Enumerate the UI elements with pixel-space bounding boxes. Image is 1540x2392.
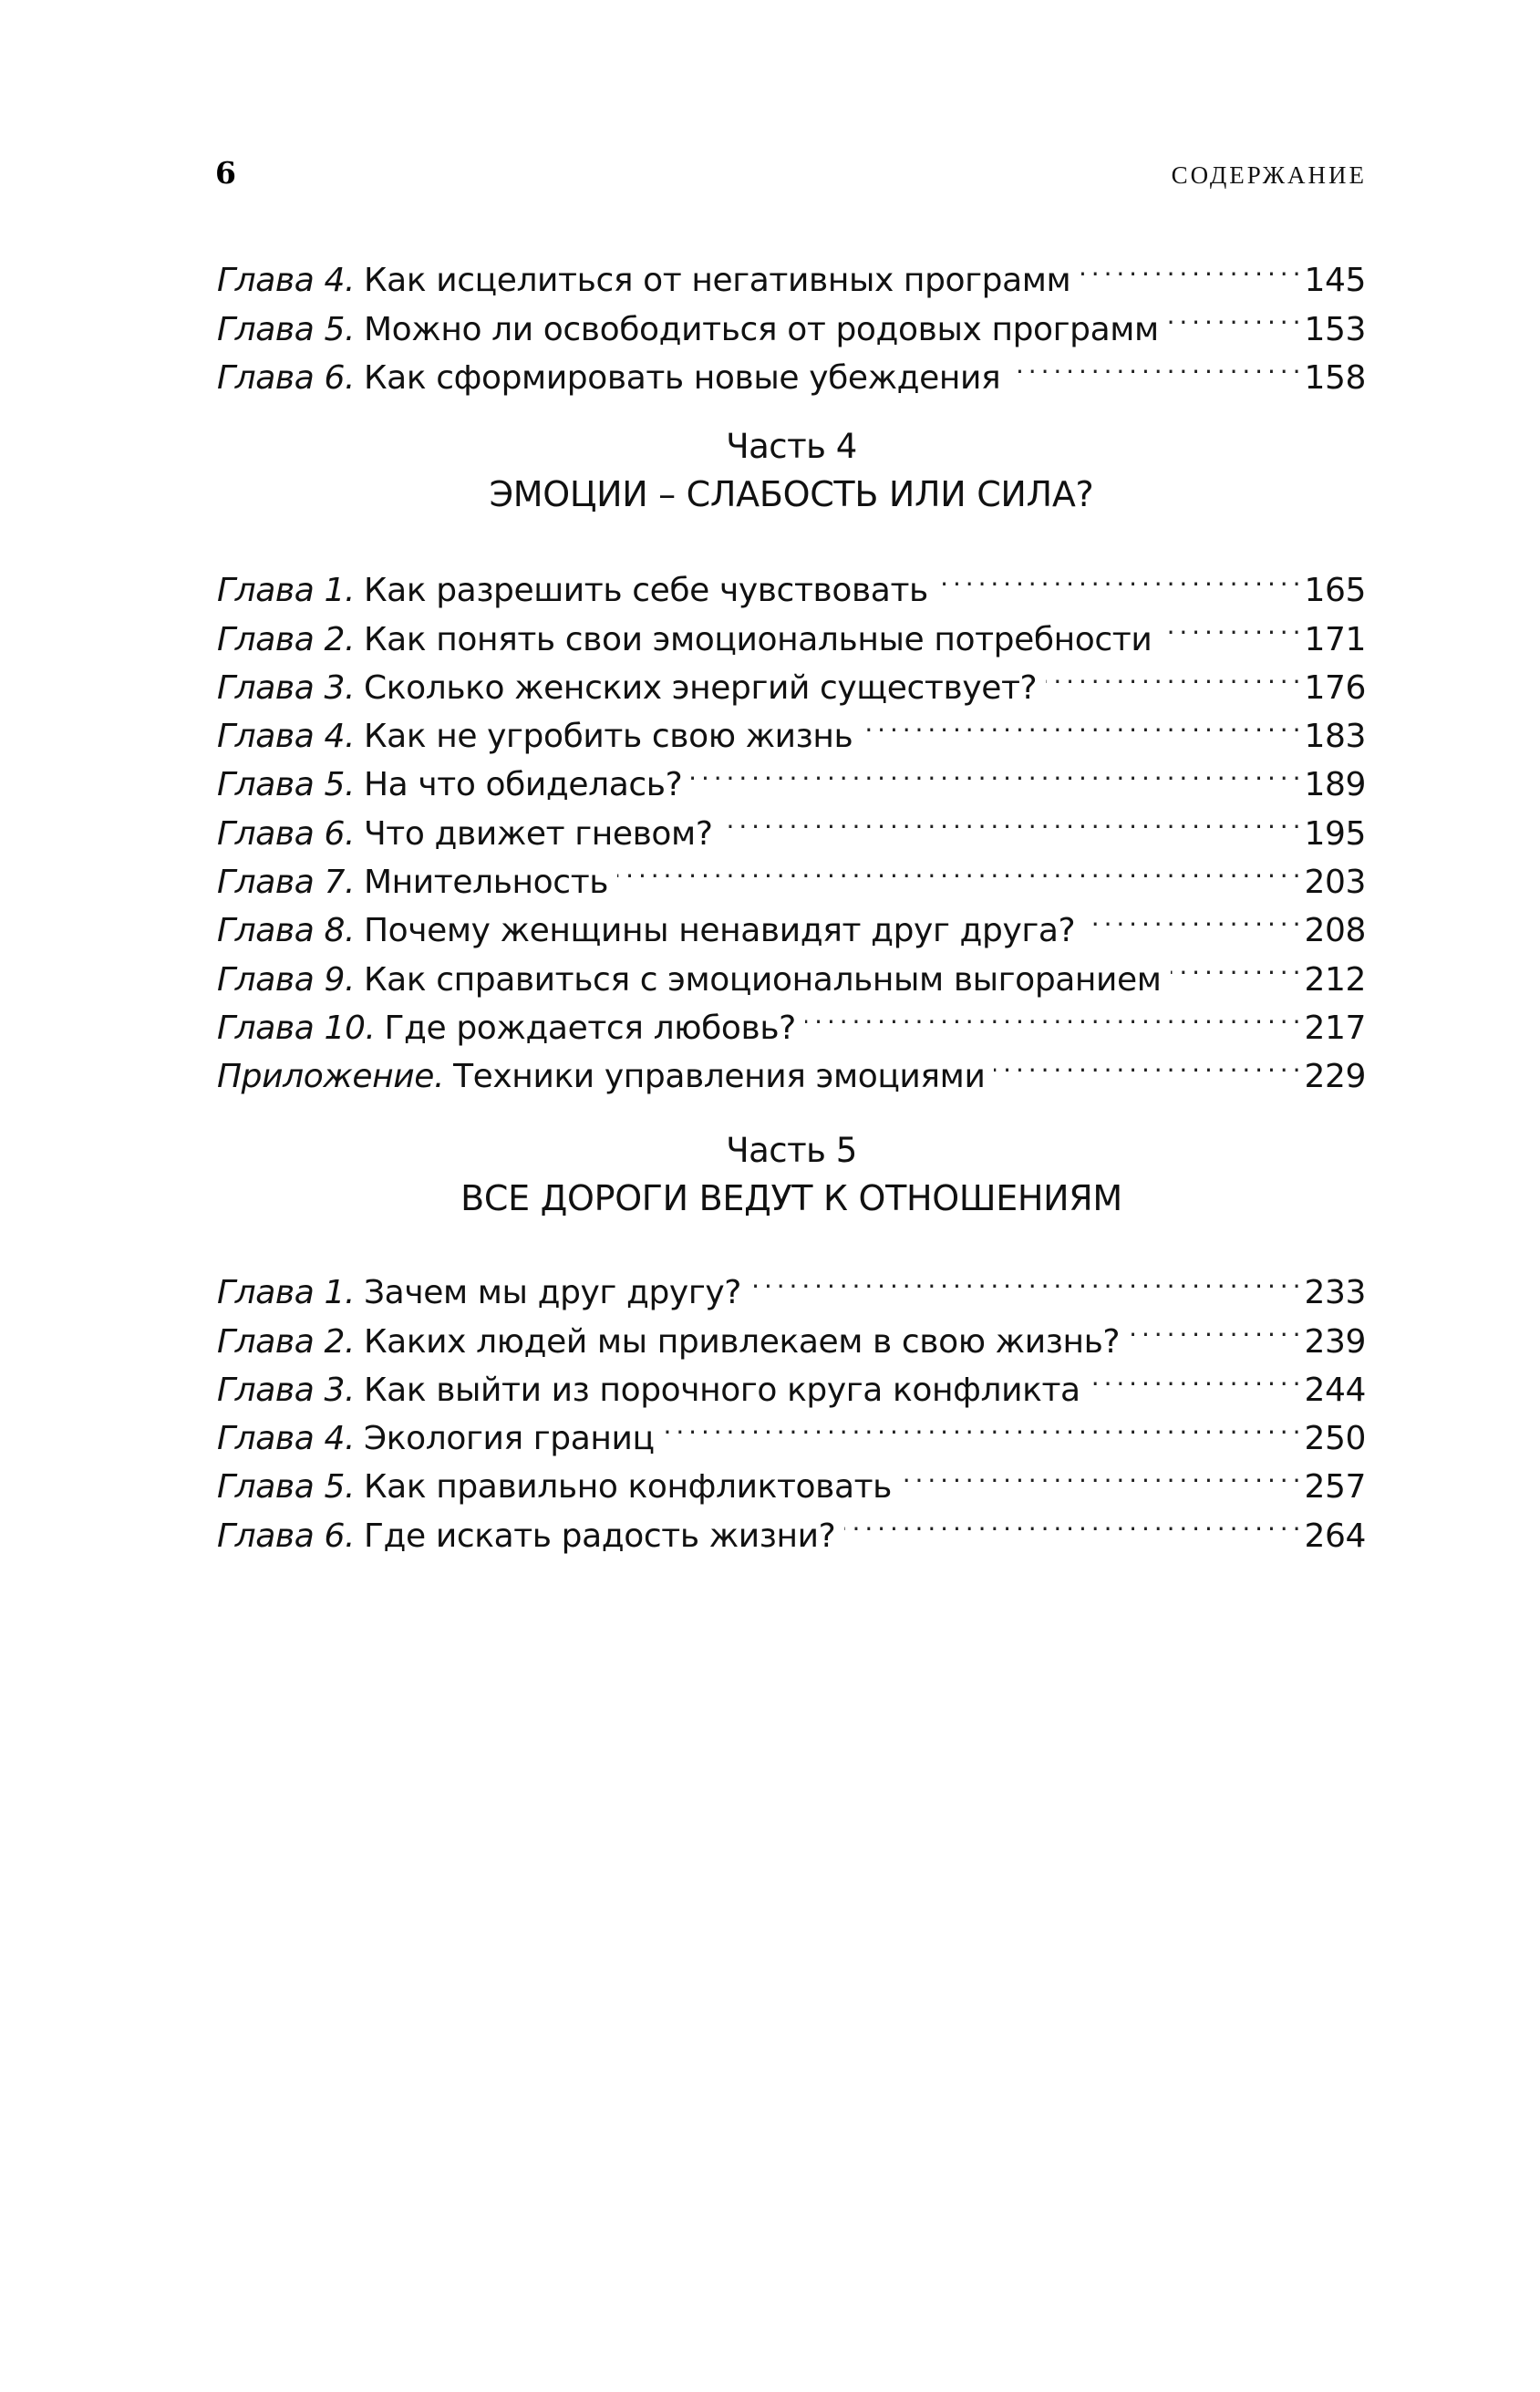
- entry-page: 183: [1304, 718, 1366, 756]
- part-4-heading: [217, 423, 1366, 518]
- entry-title: Как справиться с эмоциональным выгоранием: [364, 960, 1162, 999]
- dot-leader: [805, 990, 1299, 1039]
- toc-entry[interactable]: [217, 243, 1366, 300]
- toc-continued-list: [217, 243, 1366, 397]
- section-title: СОДЕРЖАНИЕ: [1171, 161, 1367, 189]
- dot-leader: [1090, 1352, 1299, 1401]
- page-number: 6: [215, 155, 236, 191]
- entry-title: Как понять свои эмоциональные потребности: [364, 620, 1152, 658]
- entry-page: 195: [1304, 814, 1366, 853]
- dot-leader: [901, 1449, 1298, 1497]
- dot-leader: [994, 1039, 1298, 1087]
- entry-title: Как сформировать новые убеждения: [364, 358, 1001, 397]
- entry-title: Сколько женских энергий существует?: [364, 668, 1038, 707]
- entry-page: 176: [1304, 668, 1366, 707]
- entry-page: 239: [1304, 1322, 1366, 1361]
- entry-title: Как правильно конфликтовать: [364, 1468, 892, 1507]
- toc-entry[interactable]: [217, 795, 1366, 853]
- toc-entry[interactable]: [217, 1401, 1366, 1458]
- entry-title: Как не угробить свою жизнь: [364, 718, 853, 756]
- entry-page: 233: [1304, 1274, 1366, 1312]
- toc-entry[interactable]: [217, 1497, 1366, 1555]
- entry-page: 203: [1304, 864, 1366, 902]
- part-title: ЭМОЦИИ – СЛАБОСТЬ ИЛИ СИЛА?: [489, 474, 1094, 514]
- dot-leader: [844, 1497, 1298, 1546]
- dot-leader: [1171, 941, 1299, 989]
- entry-label: Приложение.: [217, 1058, 445, 1096]
- entry-page: 212: [1304, 960, 1366, 999]
- running-head: [215, 153, 1367, 199]
- entry-label: Глава 10.: [217, 1009, 376, 1047]
- entry-page: 158: [1304, 358, 1366, 397]
- entry-page: 264: [1304, 1517, 1366, 1555]
- entry-label: Глава 2.: [217, 620, 355, 658]
- entry-label: Глава 4.: [217, 718, 355, 756]
- entry-label: Глава 4.: [217, 262, 355, 300]
- toc-entry[interactable]: [217, 291, 1366, 348]
- entry-title: Где искать радость жизни?: [364, 1517, 836, 1555]
- dot-leader: [1046, 650, 1298, 699]
- dot-leader: [750, 1255, 1299, 1303]
- toc-entry[interactable]: [217, 941, 1366, 999]
- toc-entry[interactable]: [217, 340, 1366, 397]
- part-title: ВСЕ ДОРОГИ ВЕДУТ К ОТНОШЕНИЯМ: [460, 1178, 1122, 1218]
- entry-page: 189: [1304, 766, 1366, 804]
- entry-page: 145: [1304, 262, 1366, 300]
- dot-leader: [664, 1401, 1299, 1449]
- entry-title: Зачем мы друг другу?: [364, 1274, 741, 1312]
- dot-leader: [1161, 601, 1298, 649]
- toc-entry[interactable]: [217, 699, 1366, 756]
- toc-entry[interactable]: [217, 747, 1366, 804]
- entry-page: 229: [1304, 1058, 1366, 1096]
- entry-title: Экология границ: [364, 1420, 655, 1458]
- toc-entry[interactable]: [217, 990, 1366, 1047]
- dot-leader: [691, 747, 1298, 795]
- entry-page: 153: [1304, 310, 1366, 348]
- entry-title: Техники управления эмоциями: [453, 1058, 986, 1096]
- entry-page: 244: [1304, 1371, 1366, 1409]
- entry-title: Почему женщины ненавидят друг друга?: [364, 912, 1076, 950]
- entry-label: Глава 3.: [217, 668, 355, 707]
- entry-title: Каких людей мы привлекаем в свою жизнь?: [364, 1322, 1121, 1361]
- toc-part-5-list: [217, 1255, 1366, 1555]
- dot-leader: [617, 844, 1298, 893]
- entry-label: Глава 9.: [217, 960, 355, 999]
- dot-leader: [1084, 893, 1298, 941]
- toc-entry[interactable]: [217, 1303, 1366, 1361]
- entry-label: Глава 1.: [217, 1274, 355, 1312]
- toc-entry[interactable]: [217, 1449, 1366, 1507]
- entry-page: 217: [1304, 1009, 1366, 1047]
- toc-entry[interactable]: [217, 893, 1366, 950]
- dot-leader: [862, 699, 1298, 747]
- entry-label: Глава 4.: [217, 1420, 355, 1458]
- entry-label: Глава 6.: [217, 358, 355, 397]
- entry-page: 171: [1304, 620, 1366, 658]
- entry-page: 208: [1304, 912, 1366, 950]
- entry-title: Мнительность: [364, 864, 609, 902]
- entry-label: Глава 6.: [217, 814, 355, 853]
- entry-label: Глава 8.: [217, 912, 355, 950]
- toc-entry-appendix[interactable]: [217, 1039, 1366, 1096]
- dot-leader: [937, 553, 1299, 601]
- toc-part-4-list: [217, 553, 1366, 1096]
- dot-leader: [1168, 291, 1299, 339]
- toc-entry[interactable]: [217, 650, 1366, 707]
- entry-label: Глава 5.: [217, 310, 355, 348]
- part-number: Часть 4: [726, 427, 857, 466]
- toc-entry[interactable]: [217, 553, 1366, 610]
- entry-title: На что обиделась?: [364, 766, 683, 804]
- toc-entry[interactable]: [217, 1352, 1366, 1409]
- entry-label: Глава 3.: [217, 1371, 355, 1409]
- entry-title: Где рождается любовь?: [384, 1009, 796, 1047]
- entry-label: Глава 1.: [217, 572, 355, 610]
- dot-leader: [1080, 243, 1298, 291]
- entry-label: Глава 5.: [217, 1468, 355, 1507]
- part-5-heading: [217, 1127, 1366, 1222]
- dot-leader: [1009, 340, 1298, 388]
- entry-title: Как выйти из порочного круга конфликта: [364, 1371, 1080, 1409]
- entry-label: Глава 5.: [217, 766, 355, 804]
- entry-title: Как разрешить себе чувствовать: [364, 572, 928, 610]
- dot-leader: [722, 795, 1299, 844]
- dot-leader: [1129, 1303, 1298, 1351]
- toc-entry[interactable]: [217, 844, 1366, 902]
- part-number: Часть 5: [726, 1131, 857, 1170]
- entry-page: 165: [1304, 572, 1366, 610]
- entry-page: 250: [1304, 1420, 1366, 1458]
- entry-title: Можно ли освободиться от родовых программ: [364, 310, 1159, 348]
- entry-label: Глава 2.: [217, 1322, 355, 1361]
- entry-title: Как исцелиться от негативных программ: [364, 262, 1071, 300]
- entry-label: Глава 6.: [217, 1517, 355, 1555]
- toc-entry[interactable]: [217, 1255, 1366, 1312]
- entry-label: Глава 7.: [217, 864, 355, 902]
- entry-page: 257: [1304, 1468, 1366, 1507]
- entry-title: Что движет гневом?: [364, 814, 713, 853]
- toc-entry[interactable]: [217, 601, 1366, 658]
